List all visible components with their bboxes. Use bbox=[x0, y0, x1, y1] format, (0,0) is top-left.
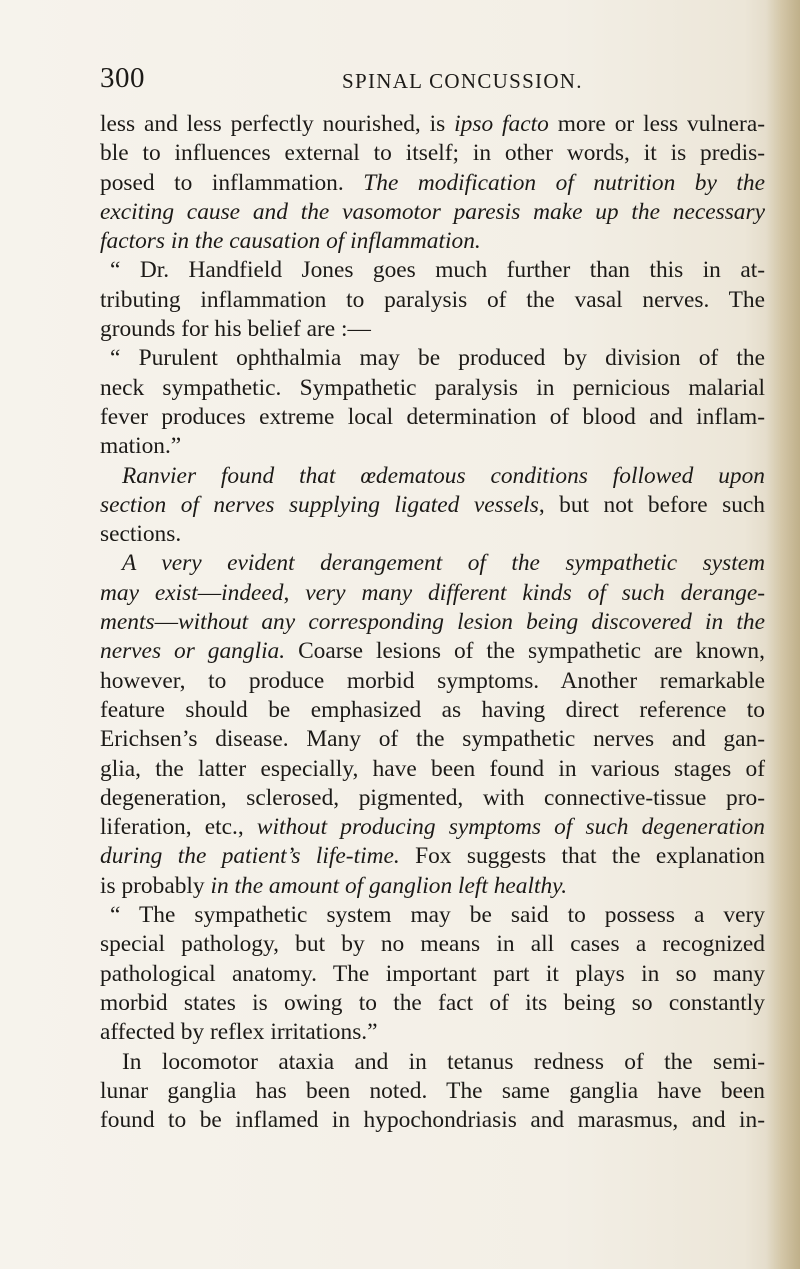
text-line bbox=[100, 725, 765, 754]
text-segment: neck sympathetic. Sympathetic paralysis in pernicious malarial bbox=[100, 374, 765, 401]
text-line bbox=[100, 784, 765, 813]
page-number: 300 bbox=[100, 62, 145, 94]
italic-text: The modification of nutrition by the bbox=[363, 169, 765, 196]
text-segment: less and less perfectly nourished, is bbox=[100, 111, 455, 137]
text-line bbox=[100, 667, 765, 696]
text-line bbox=[100, 608, 765, 637]
text-line bbox=[100, 1106, 765, 1135]
text-line bbox=[100, 696, 765, 725]
text-segment: fever produces extreme local determination of blood and inflam- bbox=[100, 403, 765, 430]
text-segment: is probably bbox=[100, 872, 211, 899]
italic-text: section of nerves supplying ligated vessels bbox=[100, 491, 539, 518]
text-line bbox=[100, 169, 765, 198]
italic-text: may exist bbox=[100, 579, 198, 606]
text-line bbox=[100, 491, 765, 520]
text-segment: ble to influences external to itself; in other words, it is predis- bbox=[100, 140, 765, 167]
text-line bbox=[100, 110, 765, 139]
italic-text: A very evident derangement of the sympathetic system bbox=[122, 550, 765, 577]
text-line bbox=[100, 374, 765, 403]
text-line bbox=[100, 901, 765, 930]
italic-text: exciting cause and the vasomotor paresis make up the necessary bbox=[100, 198, 765, 225]
text-segment: special pathology, but by no means in all cases a recognized bbox=[100, 931, 765, 958]
text-line bbox=[100, 842, 765, 871]
text-segment: affected by reflex irritations.” bbox=[100, 1019, 378, 1046]
italic-text: ments bbox=[100, 609, 155, 636]
italic-text: during the patient’s life-time. bbox=[100, 843, 400, 870]
italic-text: ipso facto bbox=[454, 111, 549, 137]
text-line bbox=[100, 227, 765, 256]
text-line bbox=[100, 960, 765, 989]
text-segment: sections. bbox=[100, 521, 182, 548]
text-segment: — bbox=[154, 609, 178, 636]
text-segment: tributing inflammation to paralysis of the vasal nerves. The bbox=[100, 286, 765, 313]
running-head: SPINAL CONCUSSION. bbox=[342, 69, 583, 93]
text-line bbox=[100, 989, 765, 1018]
text-line bbox=[100, 198, 765, 227]
text-segment: — bbox=[197, 579, 222, 606]
body-text bbox=[100, 110, 765, 1135]
text-line bbox=[100, 462, 765, 491]
text-line bbox=[100, 315, 765, 344]
text-segment: however, to produce morbid symptoms. Another remarkable bbox=[100, 667, 765, 694]
text-segment: morbid states is owing to the fact of its being so constantly bbox=[100, 989, 765, 1016]
page-edge-shadow bbox=[766, 0, 800, 1269]
text-line bbox=[100, 1077, 765, 1106]
text-segment: degeneration, sclerosed, pigmented, with connective-tissue pro- bbox=[100, 784, 765, 811]
text-line bbox=[100, 872, 765, 901]
text-segment: pathological anatomy. The important part it plays in so many bbox=[100, 960, 765, 987]
italic-text: without producing symptoms of such degeneration bbox=[256, 814, 765, 841]
italic-text: factors in the causation of inflammation. bbox=[100, 228, 481, 255]
text-line bbox=[100, 930, 765, 959]
text-segment: Coarse lesions of the sympathetic are known, bbox=[285, 638, 765, 665]
text-segment: more or less vulnera- bbox=[548, 111, 765, 137]
text-segment: Fox suggests that the explanation bbox=[399, 843, 765, 870]
text-line bbox=[100, 1048, 765, 1077]
text-line bbox=[100, 637, 765, 666]
text-segment: posed to inflammation. bbox=[100, 169, 364, 196]
text-segment: Erichsen’s disease. Many of the sympathetic nerves and gan- bbox=[100, 726, 765, 753]
text-line bbox=[100, 432, 765, 461]
text-line bbox=[100, 403, 765, 432]
text-segment: lunar ganglia has been noted. The same ganglia have been bbox=[100, 1077, 765, 1104]
text-segment: grounds for his belief are :— bbox=[100, 316, 371, 343]
text-segment: “ Dr. Handfield Jones goes much further than this in at- bbox=[110, 257, 765, 284]
page-header bbox=[100, 62, 750, 102]
text-segment: feature should be emphasized as having direct reference to bbox=[100, 696, 765, 723]
text-segment: “ Purulent ophthalmia may be produced by division of the bbox=[110, 345, 765, 372]
italic-text: nerves or ganglia. bbox=[100, 638, 286, 665]
text-segment: In locomotor ataxia and in tetanus redness of the semi- bbox=[122, 1048, 765, 1075]
text-line bbox=[100, 579, 765, 608]
text-line bbox=[100, 286, 765, 315]
text-segment: found to be inflamed in hypochondriasis and marasmus, and in- bbox=[100, 1107, 765, 1134]
text-segment: , bbox=[283, 579, 306, 606]
text-segment: , but not before such bbox=[538, 491, 765, 518]
text-segment: mation.” bbox=[100, 433, 182, 460]
text-line bbox=[100, 1018, 765, 1047]
italic-text: without any corresponding lesion being discovered in the bbox=[177, 609, 765, 636]
italic-text: very many different kinds of such derange- bbox=[305, 579, 766, 606]
text-line bbox=[100, 755, 765, 784]
text-segment: “ The sympathetic system may be said to possess a very bbox=[110, 902, 765, 929]
text-line bbox=[100, 813, 765, 842]
text-segment: glia, the latter especially, have been found in various stages of bbox=[100, 755, 765, 782]
text-line bbox=[100, 344, 765, 373]
italic-text: in the amount of ganglion left healthy. bbox=[210, 872, 568, 899]
italic-text: Ranvier found that œdematous conditions followed upon bbox=[122, 462, 765, 489]
italic-text: indeed bbox=[221, 579, 284, 606]
text-line bbox=[100, 549, 765, 578]
text-line bbox=[100, 520, 765, 549]
text-line bbox=[100, 256, 765, 285]
text-segment: liferation, etc., bbox=[100, 814, 257, 841]
text-line bbox=[100, 139, 765, 168]
